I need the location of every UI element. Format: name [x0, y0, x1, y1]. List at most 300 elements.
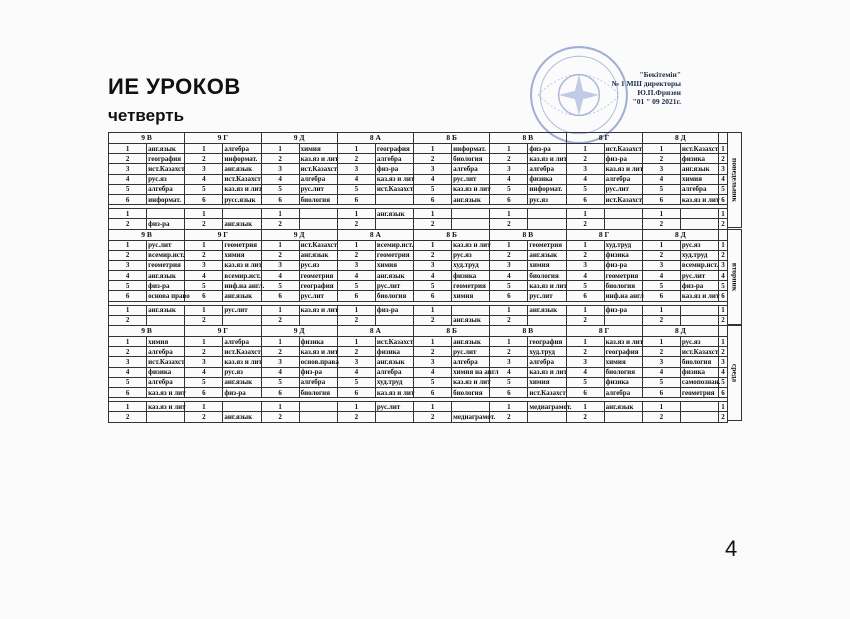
- lesson-number: 2: [719, 315, 728, 325]
- lesson-number: 2: [414, 219, 452, 229]
- lesson-number: 5: [337, 377, 375, 387]
- lesson-number: 2: [566, 412, 604, 422]
- subject-cell: физика: [375, 347, 413, 357]
- subject-cell: анг.язык: [375, 271, 413, 281]
- lesson-number: 5: [642, 184, 680, 194]
- page-number: 4: [725, 536, 738, 561]
- day-label-box: [728, 325, 742, 421]
- lesson-number: 5: [109, 377, 147, 387]
- lesson-number: 6: [261, 387, 299, 397]
- lesson-row: [109, 174, 728, 184]
- subject-cell: алгебра: [680, 184, 718, 194]
- lesson-row: [109, 291, 728, 301]
- subject-cell: [604, 315, 642, 325]
- lesson-number: 2: [719, 250, 728, 260]
- subject-cell: алгебра: [528, 164, 566, 174]
- lesson-row: [109, 164, 728, 174]
- subject-cell: география: [528, 337, 566, 347]
- lesson-row: [109, 240, 728, 250]
- lesson-number: 6: [109, 291, 147, 301]
- subject-cell: химия: [147, 337, 185, 347]
- lesson-number: 2: [642, 315, 680, 325]
- lesson-number: 3: [337, 164, 375, 174]
- lesson-number: 4: [414, 271, 452, 281]
- subject-cell: инф.на англ: [605, 292, 644, 301]
- subject-cell: алгебра: [452, 357, 490, 367]
- lesson-number: 2: [109, 219, 147, 229]
- subject-cell: каз.яз и лит: [148, 388, 186, 397]
- subject-cell: [452, 209, 490, 219]
- subject-cell: каз.яз и лит: [376, 388, 415, 397]
- subject-cell: анг.язык: [528, 250, 566, 260]
- lesson-number: 2: [185, 347, 223, 357]
- subject-cell: [223, 315, 261, 325]
- subject-cell: анг.язык: [223, 164, 261, 174]
- subject-cell: русс.язык: [223, 194, 261, 204]
- lesson-number: 6: [490, 291, 528, 301]
- approval-line: "01 " 09 2021г.: [632, 97, 681, 106]
- subject-cell: химия: [223, 250, 261, 260]
- class-header: 8 Г: [566, 229, 642, 240]
- class-header: 9 Г: [185, 133, 261, 144]
- subject-cell: медиаграмот.: [453, 412, 496, 421]
- lesson-number: 4: [719, 271, 728, 281]
- class-header: 8 В: [490, 229, 566, 240]
- lesson-number: 4: [109, 271, 147, 281]
- header-spacer: [719, 229, 728, 240]
- subject-cell: [452, 305, 490, 315]
- subject-cell: каз.яз и лит: [681, 195, 720, 204]
- subject-cell: алгебра: [223, 337, 261, 347]
- subject-cell: информат.: [528, 184, 566, 194]
- subject-cell: анг.язык: [680, 164, 718, 174]
- lesson-number: 2: [719, 154, 728, 164]
- subject-cell: анг.язык: [223, 412, 261, 422]
- subject-cell: геометрия: [375, 250, 413, 260]
- lesson-number: 4: [490, 174, 528, 184]
- subject-cell: физ-ра: [375, 164, 413, 174]
- subject-cell: алгебра: [147, 184, 185, 194]
- class-header-row: [109, 229, 728, 240]
- lesson-number: 1: [337, 209, 375, 219]
- lesson-number: 4: [566, 174, 604, 184]
- subject-cell: биология: [680, 357, 718, 367]
- lesson-number: 3: [185, 260, 223, 270]
- subject-cell: химия: [680, 174, 718, 184]
- lesson-number: 5: [642, 377, 680, 387]
- subject-cell: каз.яз и лит: [605, 337, 644, 346]
- class-header: 8 Г: [566, 133, 642, 144]
- lesson-number: 4: [490, 271, 528, 281]
- lesson-row: [109, 260, 728, 270]
- lesson-number: 1: [566, 240, 604, 250]
- lesson-number: 1: [490, 209, 528, 219]
- lesson-number: 3: [414, 260, 452, 270]
- lesson-row: [109, 281, 728, 291]
- lesson-number: 5: [490, 281, 528, 291]
- lesson-number: 1: [490, 144, 528, 154]
- subject-cell: [604, 219, 642, 229]
- lesson-number: 4: [337, 367, 375, 377]
- class-header: 8 В: [490, 326, 566, 337]
- lesson-number: 4: [414, 367, 452, 377]
- lesson-number: 5: [490, 184, 528, 194]
- lesson-row: [109, 402, 728, 412]
- lesson-number: 5: [109, 281, 147, 291]
- lesson-number: 1: [642, 144, 680, 154]
- lesson-number: 2: [566, 347, 604, 357]
- subject-cell: инф.на англ.: [224, 281, 265, 290]
- subject-cell: [680, 305, 718, 315]
- lesson-number: 2: [337, 412, 375, 422]
- lesson-number: 1: [490, 402, 528, 412]
- lesson-number: 3: [642, 164, 680, 174]
- lesson-number: 1: [109, 209, 147, 219]
- lesson-number: 1: [261, 144, 299, 154]
- subject-cell: [375, 315, 413, 325]
- lesson-number: 1: [414, 305, 452, 315]
- lesson-number: 4: [109, 367, 147, 377]
- subject-cell: анг.язык: [375, 357, 413, 367]
- lesson-number: 1: [414, 337, 452, 347]
- lesson-row: [109, 367, 728, 377]
- lesson-number: 4: [337, 271, 375, 281]
- lesson-number: 1: [109, 305, 147, 315]
- lesson-number: 6: [719, 291, 728, 301]
- lesson-row: [109, 194, 728, 204]
- lesson-number: 2: [414, 412, 452, 422]
- lesson-number: 2: [642, 347, 680, 357]
- subject-cell: каз.яз и лит: [453, 241, 491, 250]
- lesson-number: 5: [719, 184, 728, 194]
- lesson-number: 3: [261, 260, 299, 270]
- lesson-number: 6: [185, 291, 223, 301]
- subject-cell: [680, 209, 718, 219]
- lesson-number: 1: [109, 240, 147, 250]
- lesson-number: 1: [719, 337, 728, 347]
- subject-cell: [680, 402, 718, 412]
- lesson-number: 3: [642, 260, 680, 270]
- lesson-number: 1: [109, 144, 147, 154]
- class-header: 8 Б: [414, 326, 490, 337]
- subject-cell: физ-ра: [147, 219, 185, 229]
- subject-cell: ист.Казахст: [148, 164, 185, 173]
- lesson-number: 3: [185, 164, 223, 174]
- subject-cell: анг.язык: [223, 291, 261, 301]
- subject-cell: каз.яз и лит: [529, 154, 567, 163]
- subject-cell: рус.лит: [452, 347, 490, 357]
- lesson-number: 1: [185, 209, 223, 219]
- subject-cell: химия на англ: [453, 368, 499, 377]
- lesson-number: 6: [414, 194, 452, 204]
- subject-cell: физ-ра: [147, 281, 185, 291]
- subject-cell: геометрия: [680, 387, 718, 397]
- lesson-number: 6: [642, 291, 680, 301]
- lesson-number: 4: [490, 367, 528, 377]
- subject-cell: физ-ра: [223, 387, 261, 397]
- subject-cell: биология: [375, 291, 413, 301]
- lesson-number: 4: [185, 271, 223, 281]
- subject-cell: [299, 219, 337, 229]
- lesson-number: 2: [414, 250, 452, 260]
- subject-cell: [299, 209, 337, 219]
- lesson-number: 6: [566, 387, 604, 397]
- lesson-number: 2: [337, 347, 375, 357]
- subject-cell: ист.Казахст: [529, 388, 566, 397]
- subject-cell: всемир.ист.: [148, 251, 185, 260]
- lesson-row: [109, 337, 728, 347]
- class-header: 8 А: [337, 229, 413, 240]
- lesson-number: 2: [490, 347, 528, 357]
- subject-cell: [147, 315, 185, 325]
- subject-cell: физ-ра: [680, 281, 718, 291]
- lesson-number: 1: [490, 305, 528, 315]
- lesson-number: 3: [566, 357, 604, 367]
- lesson-number: 6: [185, 387, 223, 397]
- lesson-number: 5: [185, 377, 223, 387]
- subject-cell: анг.язык: [528, 305, 566, 315]
- lesson-number: 3: [185, 357, 223, 367]
- lesson-row: [109, 387, 728, 397]
- subject-cell: физика: [147, 367, 185, 377]
- day-label: среда: [730, 363, 739, 383]
- subject-cell: информат.: [452, 144, 490, 154]
- subject-cell: ист.Казахст: [681, 144, 719, 153]
- lesson-number: 4: [719, 174, 728, 184]
- day-label: вторник: [730, 262, 739, 292]
- lesson-row: [109, 219, 728, 229]
- subject-cell: физика: [452, 271, 490, 281]
- class-header: 9 Г: [185, 229, 261, 240]
- subject-cell: каз.яз и лит: [681, 292, 720, 301]
- lesson-number: 3: [109, 164, 147, 174]
- subject-cell: алгебра: [223, 144, 261, 154]
- subject-cell: [299, 402, 337, 412]
- lesson-number: 3: [337, 260, 375, 270]
- lesson-row: [109, 357, 728, 367]
- subject-cell: рус.яз: [147, 174, 185, 184]
- lesson-number: 1: [566, 144, 604, 154]
- subject-cell: [528, 412, 566, 422]
- subject-cell: [375, 412, 413, 422]
- subject-cell: физика: [680, 154, 718, 164]
- day-label: понедельник: [730, 158, 739, 202]
- lesson-number: 5: [566, 281, 604, 291]
- lesson-number: 1: [414, 144, 452, 154]
- lesson-number: 2: [414, 315, 452, 325]
- subject-cell: ист.Казахст: [376, 185, 414, 194]
- lesson-number: 2: [414, 154, 452, 164]
- lesson-number: 2: [642, 250, 680, 260]
- lesson-number: 5: [566, 184, 604, 194]
- lesson-number: 3: [337, 357, 375, 367]
- class-header: 8 В: [490, 133, 566, 144]
- lesson-number: 3: [414, 164, 452, 174]
- subject-cell: алгебра: [375, 154, 413, 164]
- subject-cell: [375, 219, 413, 229]
- class-header: 8 Д: [642, 326, 718, 337]
- lesson-number: 2: [337, 250, 375, 260]
- subject-cell: [680, 315, 718, 325]
- lesson-number: 6: [109, 387, 147, 397]
- lesson-number: 5: [261, 281, 299, 291]
- lesson-number: 5: [414, 377, 452, 387]
- subject-cell: [223, 402, 261, 412]
- class-header: 8 Г: [566, 326, 642, 337]
- lesson-number: 1: [109, 337, 147, 347]
- lesson-number: 6: [490, 387, 528, 397]
- subject-cell: каз.яз и лит: [453, 185, 491, 194]
- lesson-number: 1: [719, 144, 728, 154]
- lesson-number: 4: [566, 271, 604, 281]
- subject-cell: медиаграмот.: [529, 402, 572, 411]
- subject-cell: физ-ра: [299, 367, 337, 377]
- lesson-number: 2: [642, 154, 680, 164]
- subject-cell: [147, 209, 185, 219]
- lesson-number: 1: [185, 305, 223, 315]
- lesson-number: 1: [642, 209, 680, 219]
- lesson-number: 6: [642, 387, 680, 397]
- lesson-row: [109, 184, 728, 194]
- lesson-number: 4: [414, 174, 452, 184]
- subject-cell: биология: [604, 367, 642, 377]
- header-spacer: [719, 326, 728, 337]
- lesson-number: 2: [337, 219, 375, 229]
- subject-cell: [528, 219, 566, 229]
- subject-cell: рус.яз: [528, 194, 566, 204]
- subject-cell: ист.Казахст: [605, 144, 643, 153]
- lesson-number: 2: [566, 315, 604, 325]
- class-header: 9 Г: [185, 326, 261, 337]
- lesson-number: 1: [261, 402, 299, 412]
- subject-cell: физика: [604, 250, 642, 260]
- subject-cell: химия: [452, 291, 490, 301]
- schedule-table: [108, 132, 728, 423]
- lesson-number: 2: [490, 412, 528, 422]
- subject-cell: [452, 219, 490, 229]
- lesson-number: 1: [185, 402, 223, 412]
- subject-cell: худ.труд: [604, 240, 642, 250]
- class-header: 8 Д: [642, 229, 718, 240]
- lesson-number: 2: [185, 412, 223, 422]
- lesson-number: 5: [566, 377, 604, 387]
- subject-cell: рус.лит: [528, 291, 566, 301]
- lesson-number: 2: [490, 219, 528, 229]
- subject-cell: физика: [680, 367, 718, 377]
- subject-cell: ист.Казахст: [300, 164, 338, 173]
- approval-line: № 1 МШ директоры: [611, 79, 681, 88]
- quarter-heading: четверть: [108, 106, 185, 125]
- subject-cell: каз.яз и лит: [224, 261, 262, 270]
- lesson-row: [109, 347, 728, 357]
- lesson-number: 1: [261, 305, 299, 315]
- subject-cell: основа право: [148, 292, 190, 301]
- lesson-number: 1: [566, 209, 604, 219]
- lesson-number: 5: [414, 281, 452, 291]
- lesson-number: 6: [261, 194, 299, 204]
- subject-cell: анг.язык: [147, 144, 185, 154]
- page-title: ИЕ УРОКОВ: [108, 74, 241, 99]
- subject-cell: химия: [375, 260, 413, 270]
- lesson-number: 2: [109, 315, 147, 325]
- lesson-number: 2: [337, 154, 375, 164]
- subject-cell: алгебра: [147, 347, 185, 357]
- header-spacer: [719, 133, 728, 144]
- lesson-number: 6: [261, 291, 299, 301]
- lesson-number: 1: [337, 402, 375, 412]
- subject-cell: биология: [452, 387, 490, 397]
- subject-cell: химия: [604, 357, 642, 367]
- lesson-number: 2: [109, 347, 147, 357]
- lesson-number: 2: [261, 154, 299, 164]
- class-header: 8 Б: [414, 133, 490, 144]
- subject-cell: всемир.ист.: [681, 261, 719, 270]
- subject-cell: рус.яз: [299, 260, 337, 270]
- subject-cell: биология: [452, 154, 490, 164]
- lesson-number: 5: [490, 377, 528, 387]
- subject-cell: анг.язык: [147, 271, 185, 281]
- lesson-number: 3: [719, 260, 728, 270]
- lesson-number: 6: [185, 194, 223, 204]
- subject-cell: биология: [299, 387, 337, 397]
- lesson-number: 1: [337, 305, 375, 315]
- subject-cell: каз.яз и лит: [224, 357, 262, 366]
- lesson-number: 1: [490, 240, 528, 250]
- lesson-number: 1: [109, 402, 147, 412]
- approval-line: "Бекітемін": [639, 70, 681, 79]
- subject-cell: физ-ра: [604, 154, 642, 164]
- lesson-number: 5: [642, 281, 680, 291]
- subject-cell: рус.яз: [680, 240, 718, 250]
- subject-cell: рус.лит: [223, 305, 261, 315]
- lesson-number: 1: [337, 240, 375, 250]
- subject-cell: [604, 412, 642, 422]
- lesson-number: 2: [719, 347, 728, 357]
- subject-cell: физ-ра: [528, 144, 566, 154]
- lesson-number: 5: [185, 281, 223, 291]
- subject-cell: алгебра: [299, 377, 337, 387]
- subject-cell: география: [147, 154, 185, 164]
- lesson-number: 1: [414, 402, 452, 412]
- lesson-number: 6: [642, 194, 680, 204]
- subject-cell: геометрия: [223, 240, 261, 250]
- lesson-number: 2: [109, 250, 147, 260]
- subject-cell: основ.права: [300, 357, 339, 366]
- lesson-number: 1: [337, 144, 375, 154]
- subject-cell: рус.лит: [375, 281, 413, 291]
- subject-cell: [147, 412, 185, 422]
- subject-cell: информат.: [147, 194, 185, 204]
- subject-cell: алгебра: [375, 367, 413, 377]
- lesson-number: 3: [719, 357, 728, 367]
- lesson-number: 3: [109, 260, 147, 270]
- subject-cell: [299, 412, 337, 422]
- lesson-number: 4: [337, 174, 375, 184]
- lesson-number: 2: [261, 250, 299, 260]
- lesson-number: 6: [337, 387, 375, 397]
- subject-cell: худ.труд: [528, 347, 566, 357]
- subject-cell: анг.язык: [452, 194, 490, 204]
- class-header: 9 Д: [261, 326, 337, 337]
- lesson-number: 1: [490, 337, 528, 347]
- approval-line: Ю.П.Фризен: [637, 88, 681, 97]
- subject-cell: каз.яз и лит: [300, 306, 339, 315]
- lesson-number: 5: [719, 377, 728, 387]
- subject-cell: анг.язык: [452, 337, 490, 347]
- subject-cell: анг.язык: [223, 219, 261, 229]
- lesson-number: 3: [566, 260, 604, 270]
- lesson-number: 3: [109, 357, 147, 367]
